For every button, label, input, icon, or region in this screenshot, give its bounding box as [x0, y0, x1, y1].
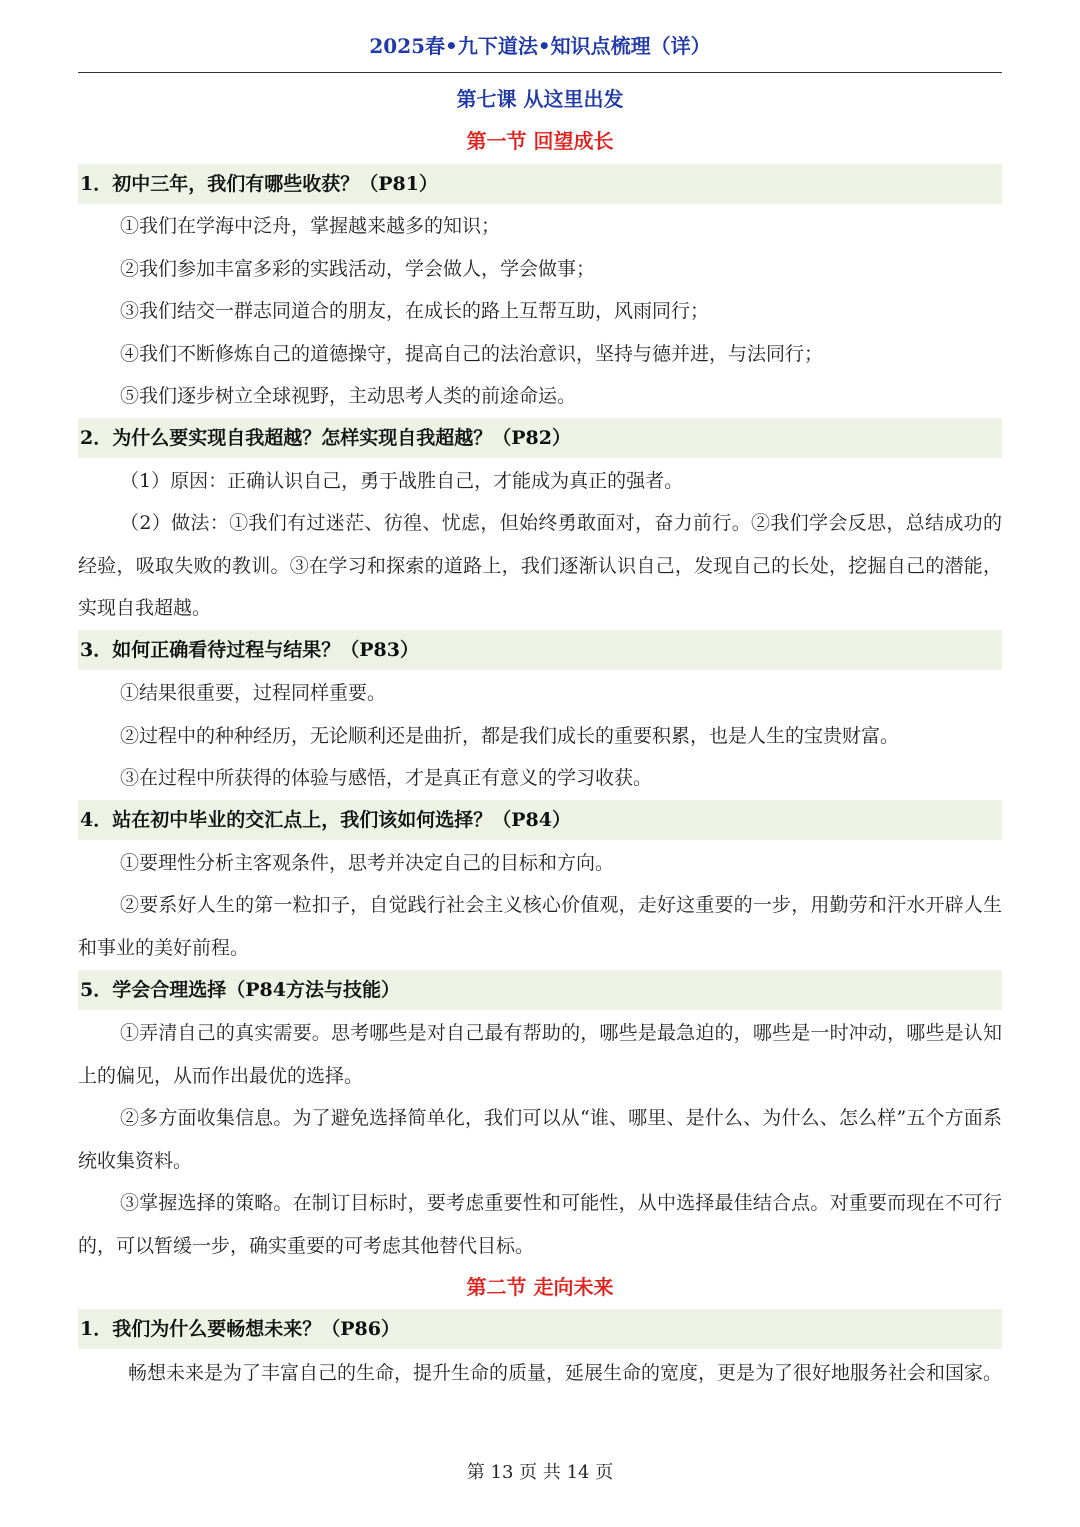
list-item: ③在过程中所获得的体验与感悟，才是真正有意义的学习收获。: [120, 767, 653, 789]
answer-paragraph: 畅想未来是为了丰富自己的生命，提升生命的质量，延展生命的宽度，更是为了很好地服务社会和国家。: [128, 1362, 1003, 1384]
list-item: ②过程中的种种经历，无论顺利还是曲折，都是我们成长的重要积累，也是人生的宝贵财富。: [120, 725, 900, 747]
list-item: ④我们不断修炼自己的道德操守，提高自己的法治意识，坚持与德并进，与法同行；: [120, 343, 824, 365]
question-heading: 3．如何正确看待过程与结果？（P83）: [78, 630, 1002, 670]
header-divider: [78, 72, 1002, 73]
list-item: ②多方面收集信息。为了避免选择简单化，我们可以从“谁、哪里、是什么、为什么、怎么样”五个方面系统收集资料。: [78, 1107, 1002, 1172]
list-item: ①我们在学海中泛舟，掌握越来越多的知识；: [120, 215, 501, 237]
lesson-title: 第七课 从这里出发: [456, 87, 624, 111]
question-heading: 5．学会合理选择（P84方法与技能）: [78, 970, 1002, 1010]
question-heading: 4．站在初中毕业的交汇点上，我们该如何选择？（P84）: [78, 800, 1002, 840]
list-item: ①弄清自己的真实需要。思考哪些是对自己最有帮助的，哪些是最急迫的，哪些是一时冲动，哪些是认知上的偏见，从而作出最优的选择。: [78, 1022, 1002, 1087]
list-item: ②要系好人生的第一粒扣子，自觉践行社会主义核心价值观，走好这重要的一步，用勤劳和汗水开辟人生和事业的美好前程。: [78, 894, 1002, 959]
list-item: ①要理性分析主客观条件，思考并决定自己的目标和方向。: [120, 852, 615, 874]
answer-reason: （1）原因：正确认识自己，勇于战胜自己，才能成为真正的强者。: [120, 470, 684, 492]
answer-method: （2）做法：①我们有过迷茫、彷徨、忧虑，但始终勇敢面对，奋力前行。②我们学会反思，总结成功的经验，吸取失败的教训。③在学习和探索的道路上，我们逐渐认识自己，发现自己的长处，挖掘自己的潜能，实现自我超越。: [78, 512, 1002, 619]
section-title-1: 第一节 回望成长: [466, 129, 614, 153]
question-heading: 1．我们为什么要畅想未来？（P86）: [78, 1309, 1002, 1349]
list-item: ③掌握选择的策略。在制订目标时，要考虑重要性和可能性，从中选择最佳结合点。对重要而现在不可行的，可以暂缓一步，确实重要的可考虑其他替代目标。: [78, 1192, 1002, 1257]
section-title-2: 第二节 走向未来: [466, 1275, 614, 1299]
list-item: ⑤我们逐步树立全球视野，主动思考人类的前途命运。: [120, 385, 577, 407]
list-item: ②我们参加丰富多彩的实践活动，学会做人，学会做事；: [120, 258, 596, 280]
list-item: ③我们结交一群志同道合的朋友，在成长的路上互帮互助，风雨同行；: [120, 300, 710, 322]
page-number: 第 13 页 共 14 页: [466, 1462, 614, 1483]
list-item: ①结果很重要，过程同样重要。: [120, 682, 387, 704]
question-heading: 2．为什么要实现自我超越？怎样实现自我超越？（P82）: [78, 418, 1002, 458]
question-heading: 1．初中三年，我们有哪些收获？（P81）: [78, 164, 1002, 204]
page-header-title: 2025春•九下道法•知识点梳理（详）: [369, 34, 711, 58]
